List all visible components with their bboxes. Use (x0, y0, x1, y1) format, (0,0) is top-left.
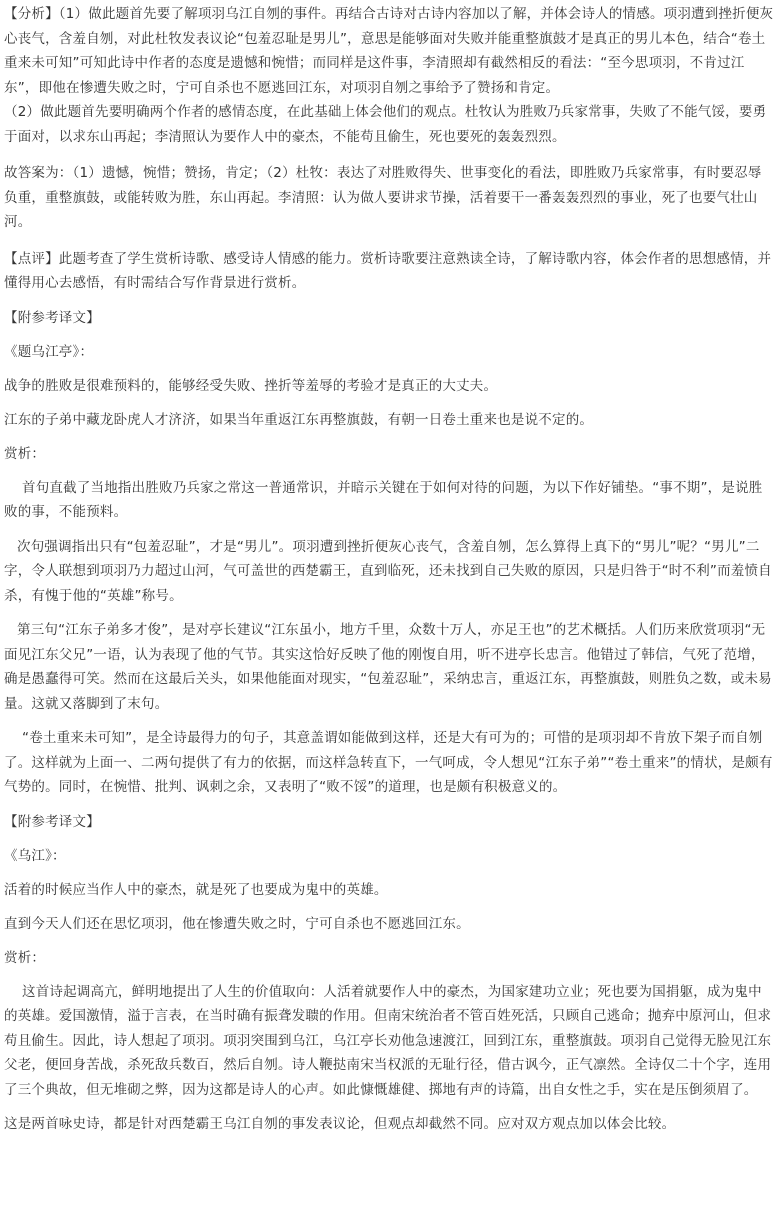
appreciation-label-2: 赏析： (4, 949, 46, 966)
translation-line-4: 直到今天人们还在思忆项羽，他在惨遭失败之时，宁可自杀也不愿逃回江东。 (4, 915, 470, 932)
appreciation-paragraph-2: 次句强调指出只有“包羞忍耻”，才是“男儿”。项羽遭到挫折便灰心丧气，含羞自刎，怎么算得上真下的“男儿”呢？“男儿”二字，令人联想到项羽乃力超过山河，气可盖世的西楚霸王，直到临死，还未找到自己失败的原因，只是归咎于“时不利”而羞愤自杀，有愧于他的“英雄”称号。 (4, 538, 772, 604)
reference-translation-heading-1: 【附参考译文】 (4, 309, 100, 326)
reference-translation-heading-2: 【附参考译文】 (4, 813, 100, 830)
analysis-paragraph-2: （2）做此题首先要明确两个作者的感情态度，在此基础上体会他们的观点。杜牧认为胜败乃兵家常事，失败了不能气馁，要勇于面对，以求东山再起；李清照认为要作人中的豪杰，不能苟且偷生，死也要死的轰轰烈烈。 (4, 104, 767, 145)
appreciation-paragraph-4: “卷土重来未可知”，是全诗最得力的句子，其意盖谓如能做到这样，还是大有可为的；可惜的是项羽却不肯放下架子而自刎了。这样就为上面一、二两句提供了有力的依据，而这样急转直下，一气呵成，令人想见“江东子弟”“卷土重来”的情状，是颇有气势的。同时，在惋惜、批判、讽刺之余，又表明了“败不馁”的道理，也是颇有积极意义的。 (4, 730, 773, 795)
translation-line-2: 江东的子弟中藏龙卧虎人才济济，如果当年重返江东再整旗鼓，有朝一日卷土重来也是说不定的。 (4, 411, 594, 428)
poem-title-wujiang: 《乌江》： (4, 847, 66, 864)
closing-paragraph: 这是两首咏史诗，都是针对西楚霸王乌江自刎的事发表议论，但观点却截然不同。应对双方观点加以体会比较。 (4, 1116, 676, 1132)
translation-line-3: 活着的时候应当作人中的豪杰，就是死了也要成为鬼中的英雄。 (4, 881, 388, 898)
comment-paragraph: 【点评】此题考查了学生赏析诗歌、感受诗人情感的能力。赏析诗歌要注意熟读全诗，了解诗歌内容，体会作者的思想感情，并懂得用心去感悟，有时需结合写作背景进行赏析。 (4, 250, 772, 291)
appreciation-paragraph-1: 首句直截了当地指出胜败乃兵家之常这一普通常识，并暗示关键在于如何对待的问题，为以下作好铺垫。“事不期”，是说胜败的事，不能预料。 (4, 479, 763, 520)
analysis-paragraph-1: 【分析】（1）做此题首先要了解项羽乌江自刎的事件。再结合古诗对古诗内容加以了解，并体会诗人的情感。项羽遭到挫折便灰心丧气，含羞自刎，对此杜牧发表议论“包羞忍耻是男儿”，意思是能够面对失败并能重整旗鼓才是真正的男儿本色，结合“卷土重来未可知”可知此诗中作者的态度是遗憾和惋惜；而同样是这件事，李清照却有截然相反的看法：“至今思项羽，不肯过江东”，即他在惨遭失败之时，宁可自杀也不愿逃回江东，对项羽自刎之事给予了赞扬和肯定。 (4, 6, 774, 96)
translation-line-1: 战争的胜败是很难预料的，能够经受失败、挫折等羞辱的考验才是真正的大丈夫。 (4, 377, 498, 394)
appreciation-label-1: 赏析： (4, 445, 46, 462)
answer-paragraph: 故答案为：（1）遗憾，惋惜；赞扬，肯定；（2）杜牧：表达了对胜败得失、世事变化的看法，即胜败乃兵家常事，有时要忍辱负重，重整旗鼓，或能转败为胜，东山再起。李清照：认为做人要讲求节操，活着要干一番轰轰烈烈的事业，死了也要气壮山河。 (4, 165, 762, 230)
poem-title-tiwujiangting: 《题乌江亭》： (4, 343, 94, 360)
appreciation-paragraph-3: 第三句“江东子弟多才俊”，是对亭长建议“江东虽小，地方千里，众数十万人，亦足王也”的艺术概括。人们历来欣赏项羽“无面见江东父兄”一语，认为表现了他的气节。其实这恰好反映了他的刚愎自用，听不进亭长忠言。他错过了韩信，气死了范增，确是愚蠢得可笑。然而在这最后关头，如果他能面对现实，“包羞忍耻”，采纳忠言，重返江东，再整旗鼓，则胜负之数，或未易量。这就又落脚到了末句。 (4, 622, 772, 712)
appreciation-paragraph-5: 这首诗起调高亢，鲜明地提出了人生的价值取向：人活着就要作人中的豪杰，为国家建功立业；死也要为国捐躯，成为鬼中的英雄。爱国激情，溢于言表，在当时确有振聋发聩的作用。但南宋统治者不管百姓死活，只顾自己逃命；抛弃中原河山，但求苟且偷生。因此，诗人想起了项羽。项羽突围到乌江，乌江亭长劝他急速渡江，回到江东，重整旗鼓。项羽自己觉得无脸见江东父老，便回身苦战，杀死敌兵数百，然后自刎。诗人鞭挞南宋当权派的无耻行径，借古讽今，正气凛然。全诗仅二十个字，连用了三个典故，但无堆砌之弊，因为这都是诗人的心声。如此慷慨雄健、掷地有声的诗篇，出自女性之手，实在是压倒须眉了。 (4, 983, 772, 1098)
